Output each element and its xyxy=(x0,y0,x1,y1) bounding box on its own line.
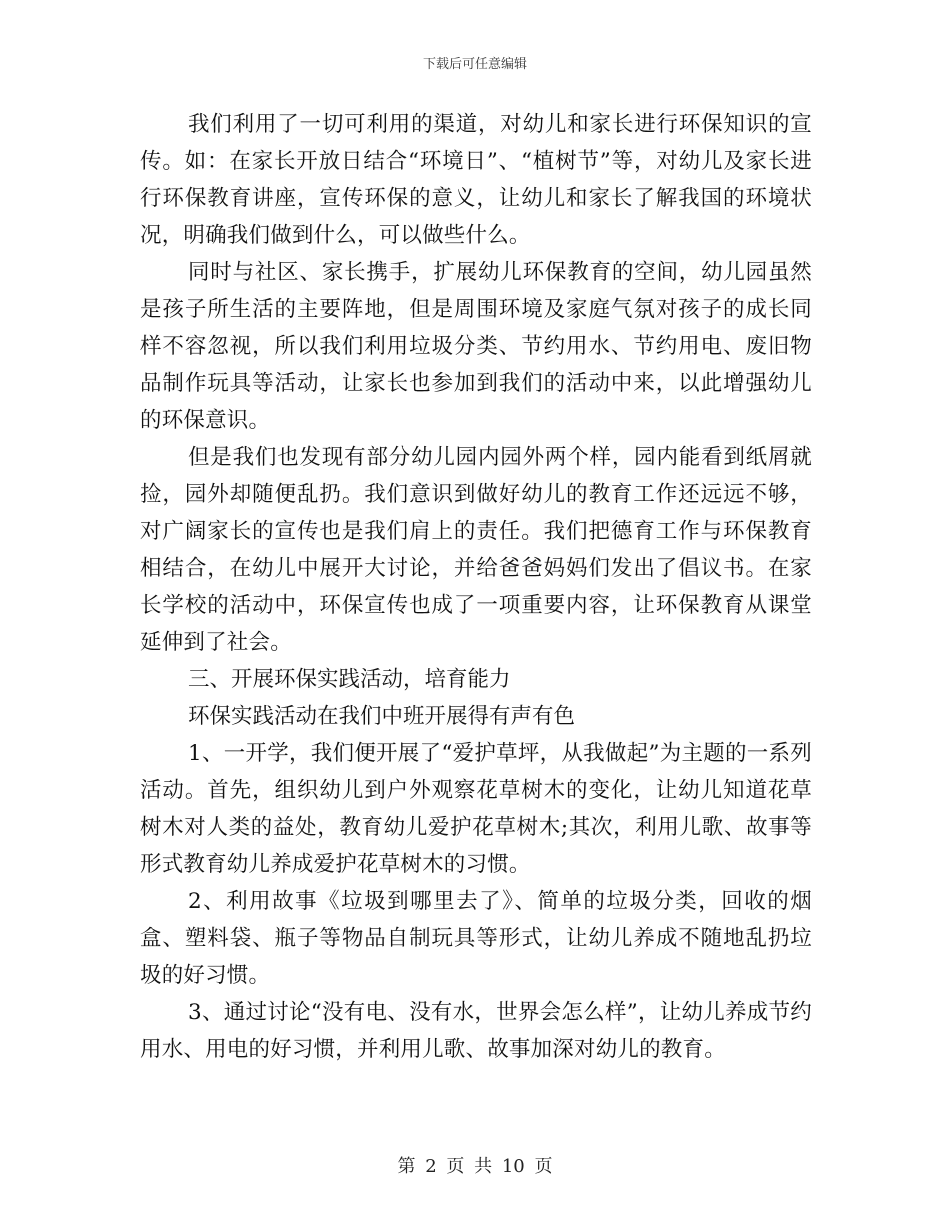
page-number-footer: 第 2 页 共 10 页 xyxy=(397,1156,553,1177)
list-item-1: 1、一开学，我们便开展了“爱护草坪，从我做起”为主题的一系列活动。首先，组织幼儿到户外观察花草树木的变化，让幼儿知道花草树木对人类的益处，教育幼儿爱护花草树木;其次，利用儿歌、故事等形式教育幼儿养成爱护花草树木的习惯。 xyxy=(140,741,812,877)
page-header-note: 下载后可任意编辑 xyxy=(422,57,527,72)
section-heading: 三、开展环保实践活动，培育能力 xyxy=(188,667,511,692)
paragraph-community: 同时与社区、家长携手，扩展幼儿环保教育的空间，幼儿园虽然是孩子所生活的主要阵地，但是周围环境及家庭气氛对孩子的成长同样不容忽视，所以我们利用垃圾分类、节约用水、节约用电、废旧物品制作玩具等活动，让家长也参加到我们的活动中来，以此增强幼儿的环保意识。 xyxy=(140,260,812,433)
paragraph-parents: 但是我们也发现有部分幼儿园内园外两个样，园内能看到纸屑就捡，园外却随便乱扔。我们意识到做好幼儿的教育工作还远远不够，对广阔家长的宣传也是我们肩上的责任。我们把德育工作与环保教育相结合，在幼儿中展开大讨论，并给爸爸妈妈们发出了倡议书。在家长学校的活动中，环保宣传也成了一项重要内容，让环保教育从课堂延伸到了社会。 xyxy=(140,445,812,655)
paragraph-publicity: 我们利用了一切可利用的渠道，对幼儿和家长进行环保知识的宣传。如：在家长开放日结合“环境日”、“植树节”等，对幼儿及家长进行环保教育讲座，宣传环保的意义，让幼儿和家长了解我国的环境状况，明确我们做到什么，可以做些什么。 xyxy=(140,112,812,248)
list-item-2: 2、利用故事《垃圾到哪里去了》、简单的垃圾分类，回收的烟盒、塑料袋、瓶子等物品自制玩具等形式，让幼儿养成不随地乱扔垃圾的好习惯。 xyxy=(140,889,812,988)
document-body xyxy=(140,106,812,1068)
section-intro: 环保实践活动在我们中班开展得有声有色 xyxy=(188,704,576,729)
list-item-3: 3、通过讨论“没有电、没有水，世界会怎么样”，让幼儿养成节约用水、用电的好习惯，并利用儿歌、故事加深对幼儿的教育。 xyxy=(140,1000,812,1062)
